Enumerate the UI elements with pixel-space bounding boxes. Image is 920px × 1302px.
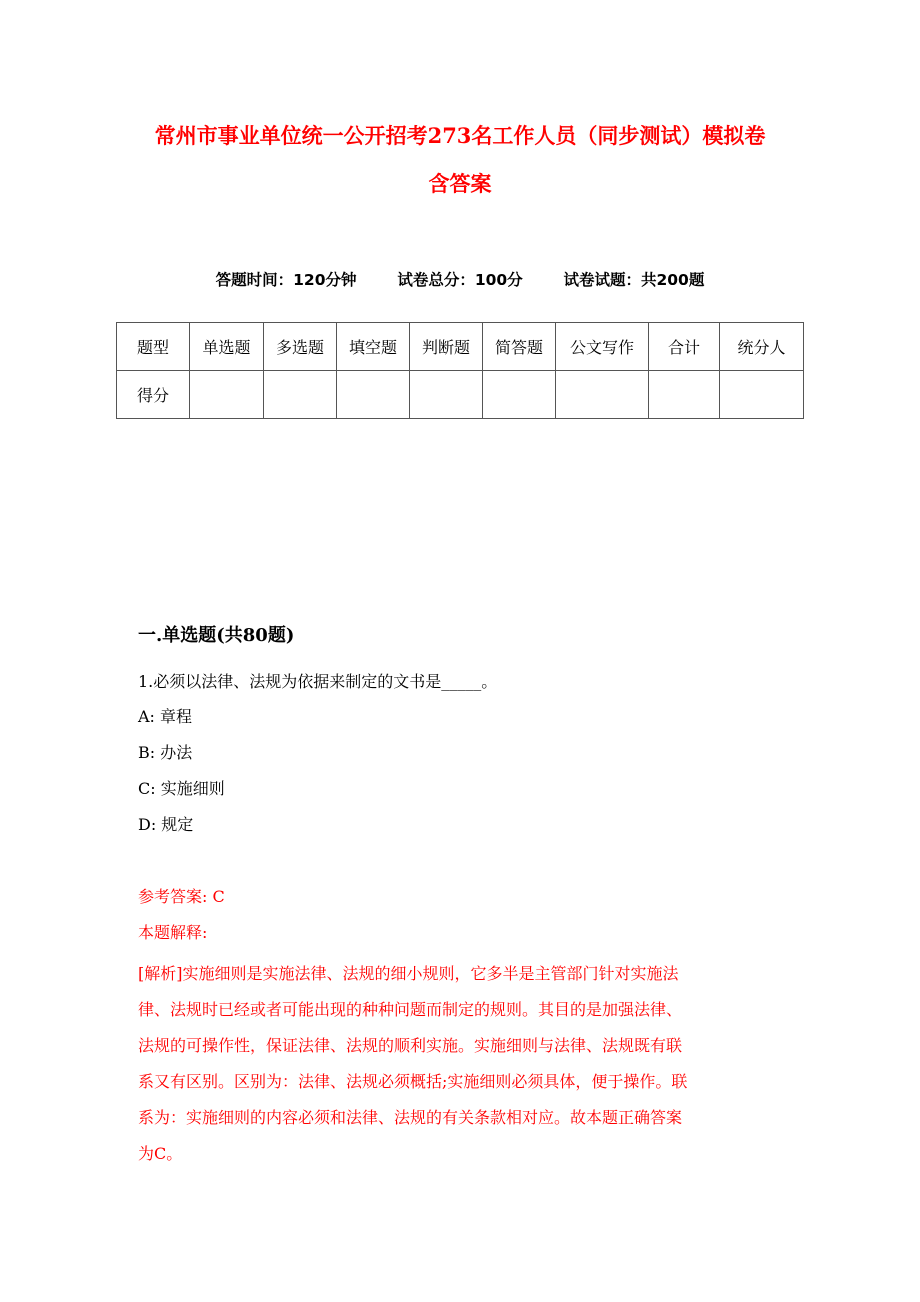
score-header-cell: 合计	[649, 323, 720, 371]
option-d: D: 规定	[138, 815, 194, 834]
score-row-label: 得分	[117, 371, 190, 419]
score-cell	[720, 371, 804, 419]
score-header-cell: 简答题	[483, 323, 556, 371]
score-cell	[649, 371, 720, 419]
score-header-cell: 公文写作	[556, 323, 649, 371]
section-title: 一.单选题(共80题)	[138, 625, 295, 646]
explanation-line: 为C。	[138, 1144, 183, 1163]
score-cell	[410, 371, 483, 419]
exam-meta	[0, 266, 920, 294]
document-title-line-1: 常州市事业单位统一公开招考273名工作人员（同步测试）模拟卷	[154, 123, 766, 148]
option-c: C: 实施细则	[138, 779, 225, 798]
score-cell	[190, 371, 264, 419]
score-cell	[337, 371, 410, 419]
score-header-cell: 题型	[117, 323, 190, 371]
score-table-score-row	[117, 371, 804, 419]
score-header-cell: 填空题	[337, 323, 410, 371]
score-header-cell: 判断题	[410, 323, 483, 371]
score-header-cell: 单选题	[190, 323, 264, 371]
exam-total-score: 试卷总分：100分	[397, 271, 523, 289]
score-header-cell: 统分人	[720, 323, 804, 371]
reference-answer: 参考答案: C	[138, 887, 225, 906]
exam-time: 答题时间：120分钟	[215, 271, 357, 289]
option-b: B: 办法	[138, 743, 193, 762]
explanation-line: [解析]实施细则是实施法律、法规的细小规则，它多半是主管部门针对实施法	[138, 964, 679, 983]
option-a: A: 章程	[138, 707, 193, 726]
score-table	[116, 322, 804, 419]
explanation-line: 系为：实施细则的内容必须和法律、法规的有关条款相对应。故本题正确答案	[138, 1108, 683, 1127]
score-table-header-row	[117, 323, 804, 371]
explanation-text	[138, 956, 788, 1172]
explanation-line: 法规的可操作性，保证法律、法规的顺利实施。实施细则与法律、法规既有联	[138, 1036, 683, 1055]
exam-total-questions: 试卷试题：共200题	[563, 271, 705, 289]
explanation-label: 本题解释:	[138, 923, 208, 942]
document-title-line-2: 含答案	[428, 171, 492, 196]
score-cell	[483, 371, 556, 419]
explanation-line: 系又有区别。区别为：法律、法规必须概括;实施细则必须具体，便于操作。联	[138, 1072, 688, 1091]
score-cell	[556, 371, 649, 419]
explanation-line: 律、法规时已经或者可能出现的种种问题而制定的规则。其目的是加强法律、	[138, 1000, 683, 1019]
question-stem: 1.必须以法律、法规为依据来制定的文书是_____。	[138, 672, 498, 691]
score-cell	[264, 371, 337, 419]
score-header-cell: 多选题	[264, 323, 337, 371]
